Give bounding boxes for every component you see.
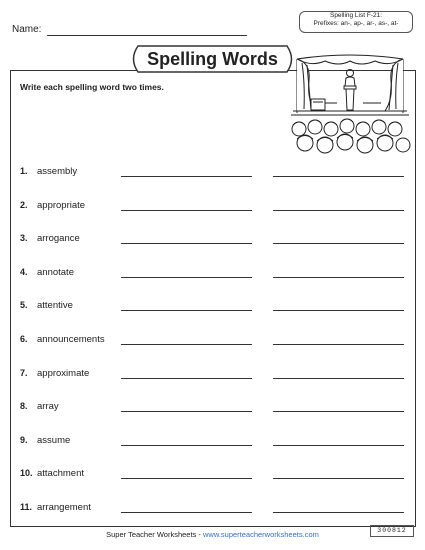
page-title: Spelling Words [147, 48, 278, 69]
write-line-1[interactable] [121, 411, 252, 412]
word-number: 11. [20, 502, 33, 512]
word-row [20, 468, 410, 482]
theater-stage-audience-icon [289, 53, 411, 158]
footer-brand: Super Teacher Worksheets [106, 530, 197, 539]
write-line-2[interactable] [273, 277, 404, 278]
name-line[interactable] [47, 35, 247, 36]
list-title: Spelling List F-21: [329, 12, 383, 19]
spelling-word: appropriate [37, 200, 86, 211]
write-line-1[interactable] [121, 310, 252, 311]
spelling-word: announcements [37, 334, 105, 345]
word-row [20, 368, 410, 382]
spelling-list-box [299, 11, 413, 33]
word-number: 7. [20, 368, 28, 378]
spelling-word: arrogance [37, 233, 80, 244]
write-line-2[interactable] [273, 512, 404, 513]
footer-separator: - [196, 530, 203, 539]
write-line-1[interactable] [121, 210, 252, 211]
word-row [20, 267, 410, 281]
instructions: Write each spelling word two times. [20, 82, 164, 92]
list-prefixes: Prefixes: an-, ap-, ar-, as-, at- [313, 20, 399, 27]
spelling-word: assembly [37, 166, 78, 177]
footer-url[interactable]: www.superteacherworksheets.com [202, 530, 319, 539]
write-line-1[interactable] [121, 344, 252, 345]
write-line-1[interactable] [121, 277, 252, 278]
word-row [20, 200, 410, 214]
write-line-2[interactable] [273, 378, 404, 379]
spelling-word: arrangement [37, 502, 91, 513]
write-line-2[interactable] [273, 478, 404, 479]
word-number: 4. [20, 267, 28, 277]
spelling-word: attentive [37, 300, 73, 311]
write-line-1[interactable] [121, 445, 252, 446]
word-row [20, 334, 410, 348]
name-label: Name: [12, 24, 42, 35]
word-number: 6. [20, 334, 28, 344]
write-line-2[interactable] [273, 445, 404, 446]
write-line-1[interactable] [121, 478, 252, 479]
word-row [20, 233, 410, 247]
write-line-2[interactable] [273, 310, 404, 311]
word-row [20, 300, 410, 314]
word-number: 8. [20, 401, 28, 411]
word-number: 1. [20, 166, 28, 176]
word-number: 10. [20, 468, 33, 478]
write-line-1[interactable] [121, 176, 252, 177]
spelling-word: attachment [37, 468, 84, 479]
word-row [20, 401, 410, 415]
write-line-2[interactable] [273, 344, 404, 345]
footer [0, 530, 425, 539]
word-row [20, 502, 410, 516]
write-line-2[interactable] [273, 411, 404, 412]
word-number: 5. [20, 300, 28, 310]
write-line-1[interactable] [121, 243, 252, 244]
worksheet-code: 300812 [370, 525, 414, 537]
word-row [20, 166, 410, 180]
spelling-word: annotate [37, 267, 74, 278]
write-line-1[interactable] [121, 378, 252, 379]
spelling-word: assume [37, 435, 71, 446]
word-number: 9. [20, 435, 28, 445]
write-line-2[interactable] [273, 243, 404, 244]
write-line-2[interactable] [273, 210, 404, 211]
word-number: 3. [20, 233, 28, 243]
write-line-1[interactable] [121, 512, 252, 513]
spelling-word: approximate [37, 368, 90, 379]
write-line-2[interactable] [273, 176, 404, 177]
word-number: 2. [20, 200, 28, 210]
word-row [20, 435, 410, 449]
spelling-word: array [37, 401, 59, 412]
title-banner [128, 45, 297, 73]
